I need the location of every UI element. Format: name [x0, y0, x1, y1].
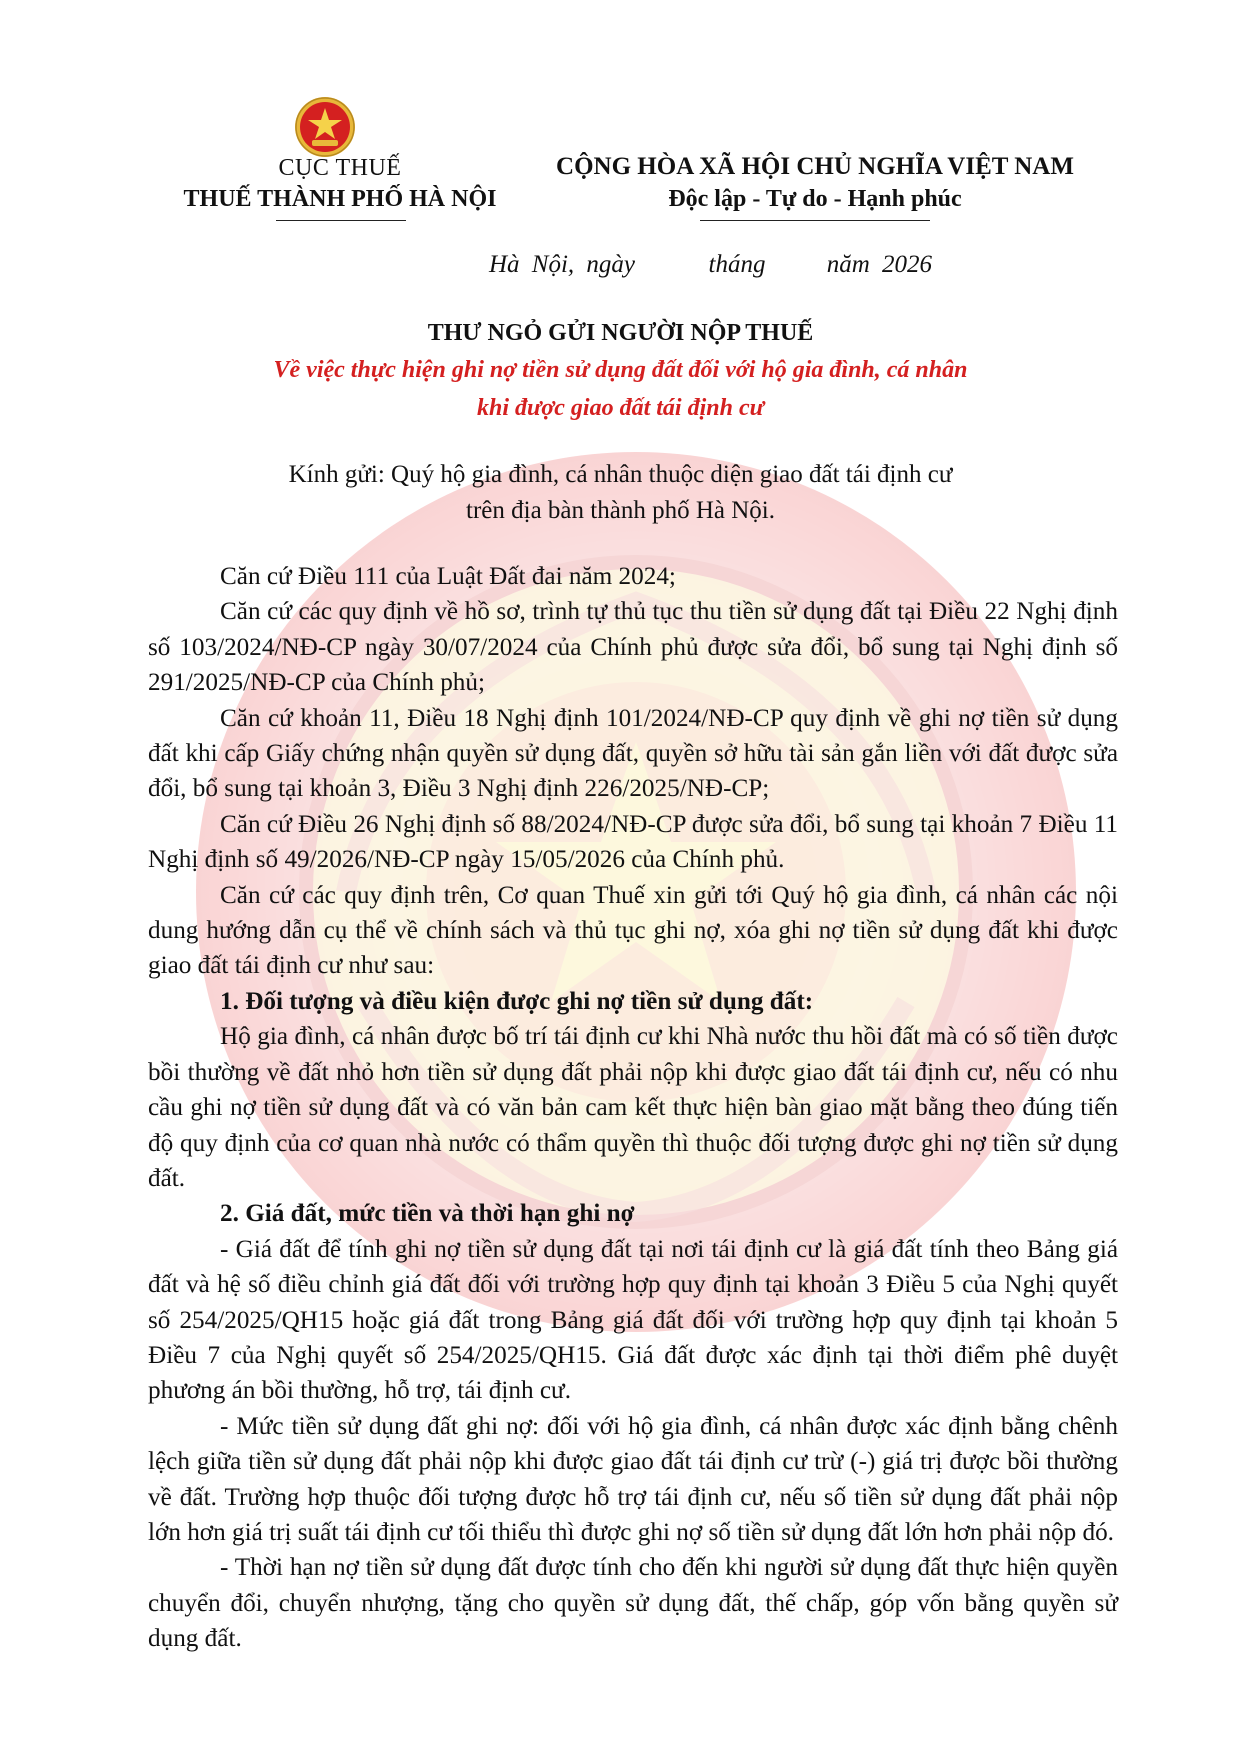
agency-subname: THUẾ THÀNH PHỐ HÀ NỘI [183, 186, 497, 212]
document-subtitle-line2: khi được giao đất tái định cư [477, 395, 764, 421]
national-title: CỘNG HÒA XÃ HỘI CHỦ NGHĨA VIỆT NAM [556, 153, 1074, 180]
greeting-line1: Kính gửi: Quý hộ gia đình, cá nhân thuộc diện giao đất tái định cư [288, 461, 953, 488]
paragraph-legal-basis-2: Căn cứ các quy định về hồ sơ, trình tự thủ tục thu tiền sử dụng đất tại Điều 22 Nghị định số 103/2024/NĐ-CP ngày 30/07/2024 của Chính phủ được sửa đổi, bổ sung tại Nghị định số 291/2025/NĐ-CP của Chính phủ; [148, 598, 1118, 697]
document-title: THƯ NGỎ GỬI NGƯỜI NỘP THUẾ [427, 320, 814, 346]
greeting-line2: trên địa bàn thành phố Hà Nội. [466, 497, 775, 524]
agency-underline [276, 220, 406, 221]
section-heading-2: 2. Giá đất, mức tiền và thời hạn ghi nợ [220, 1200, 635, 1228]
motto-underline [700, 220, 930, 221]
paragraph-debt-term: - Thời hạn nợ tiền sử dụng đất được tính cho đến khi người sử dụng đất thực hiện quyền chuyển đổi, chuyển nhượng, tặng cho quyền sử dụng đất, thế chấp, góp vốn bằng quyền sử dụng đất. [148, 1554, 1118, 1653]
paragraph-section-1: Hộ gia đình, cá nhân được bố trí tái định cư khi Nhà nước thu hồi đất mà có số tiền được bồi thường về đất nhỏ hơn tiền sử dụng đất phải nộp khi được giao đất tái định cư, nếu có nhu cầu ghi nợ tiền sử dụng đất và có văn bản cam kết thực hiện bàn giao mặt bằng theo đúng tiến độ quy định của cơ quan nhà nước có thẩm quyền thì thuộc đối tượng được ghi nợ tiền sử dụng đất. [148, 1023, 1118, 1192]
paragraph-land-price: - Giá đất để tính ghi nợ tiền sử dụng đất tại nơi tái định cư là giá đất tính theo Bảng giá đất và hệ số điều chỉnh giá đất đối với trường hợp quy định tại khoản 3 Điều 5 của Nghị quyết số 254/2025/QH15 hoặc giá đất trong Bảng giá đất đối với trường hợp quy định tại khoản 5 Điều 7 của Nghị quyết số 254/2025/QH15. Giá đất được xác định tại thời điểm phê duyệt phương án bồi thường, hỗ trợ, tái định cư. [148, 1235, 1118, 1405]
paragraph-legal-basis-4: Căn cứ Điều 26 Nghị định số 88/2024/NĐ-CP được sửa đổi, bổ sung tại khoản 7 Điều 11 Nghị định số 49/2026/NĐ-CP ngày 15/05/2026 của Chính phủ. [148, 810, 1118, 874]
paragraph-legal-basis-3: Căn cứ khoản 11, Điều 18 Nghị định 101/2024/NĐ-CP quy định về ghi nợ tiền sử dụng đất khi cấp Giấy chứng nhận quyền sử dụng đất, quyền sở hữu tài sản gắn liền với đất được sửa đổi, bổ sung tại khoản 3, Điều 3 Nghị định 226/2025/NĐ-CP; [148, 704, 1118, 803]
document-subtitle-line1: Về việc thực hiện ghi nợ tiền sử dụng đất đối với hộ gia đình, cá nhân [273, 357, 968, 383]
section-heading-1: 1. Đối tượng và điều kiện được ghi nợ tiền sử dụng đất: [220, 987, 814, 1015]
paragraph-legal-basis-1: Căn cứ Điều 111 của Luật Đất đai năm 2024; [220, 563, 676, 590]
document-body [148, 559, 1118, 1657]
national-motto: Độc lập - Tự do - Hạnh phúc [668, 186, 962, 212]
paragraph-intro: Căn cứ các quy định trên, Cơ quan Thuế xin gửi tới Quý hộ gia đình, cá nhân các nội dung hướng dẫn cụ thể về chính sách và thủ tục ghi nợ, xóa ghi nợ tiền sử dụng đất khi được giao đất tái định cư như sau: [148, 881, 1118, 980]
national-emblem-icon [294, 96, 356, 158]
date-line: Hà Nội, ngày tháng năm 2026 [488, 251, 933, 278]
agency-name: CỤC THUẾ [278, 155, 402, 181]
paragraph-debt-amount: - Mức tiền sử dụng đất ghi nợ: đối với hộ gia đình, cá nhân được xác định bằng chênh lệch giữa tiền sử dụng đất phải nộp khi được giao đất tái định cư trừ (-) giá trị được bồi thường về đất. Trường hợp thuộc đối tượng được hỗ trợ tái định cư, nếu số tiền sử dụng đất phải nộp lớn hơn giá trị suất tái định cư tối thiểu thì được ghi nợ số tiền sử dụng đất lớn hơn phải nộp đó. [148, 1412, 1118, 1546]
